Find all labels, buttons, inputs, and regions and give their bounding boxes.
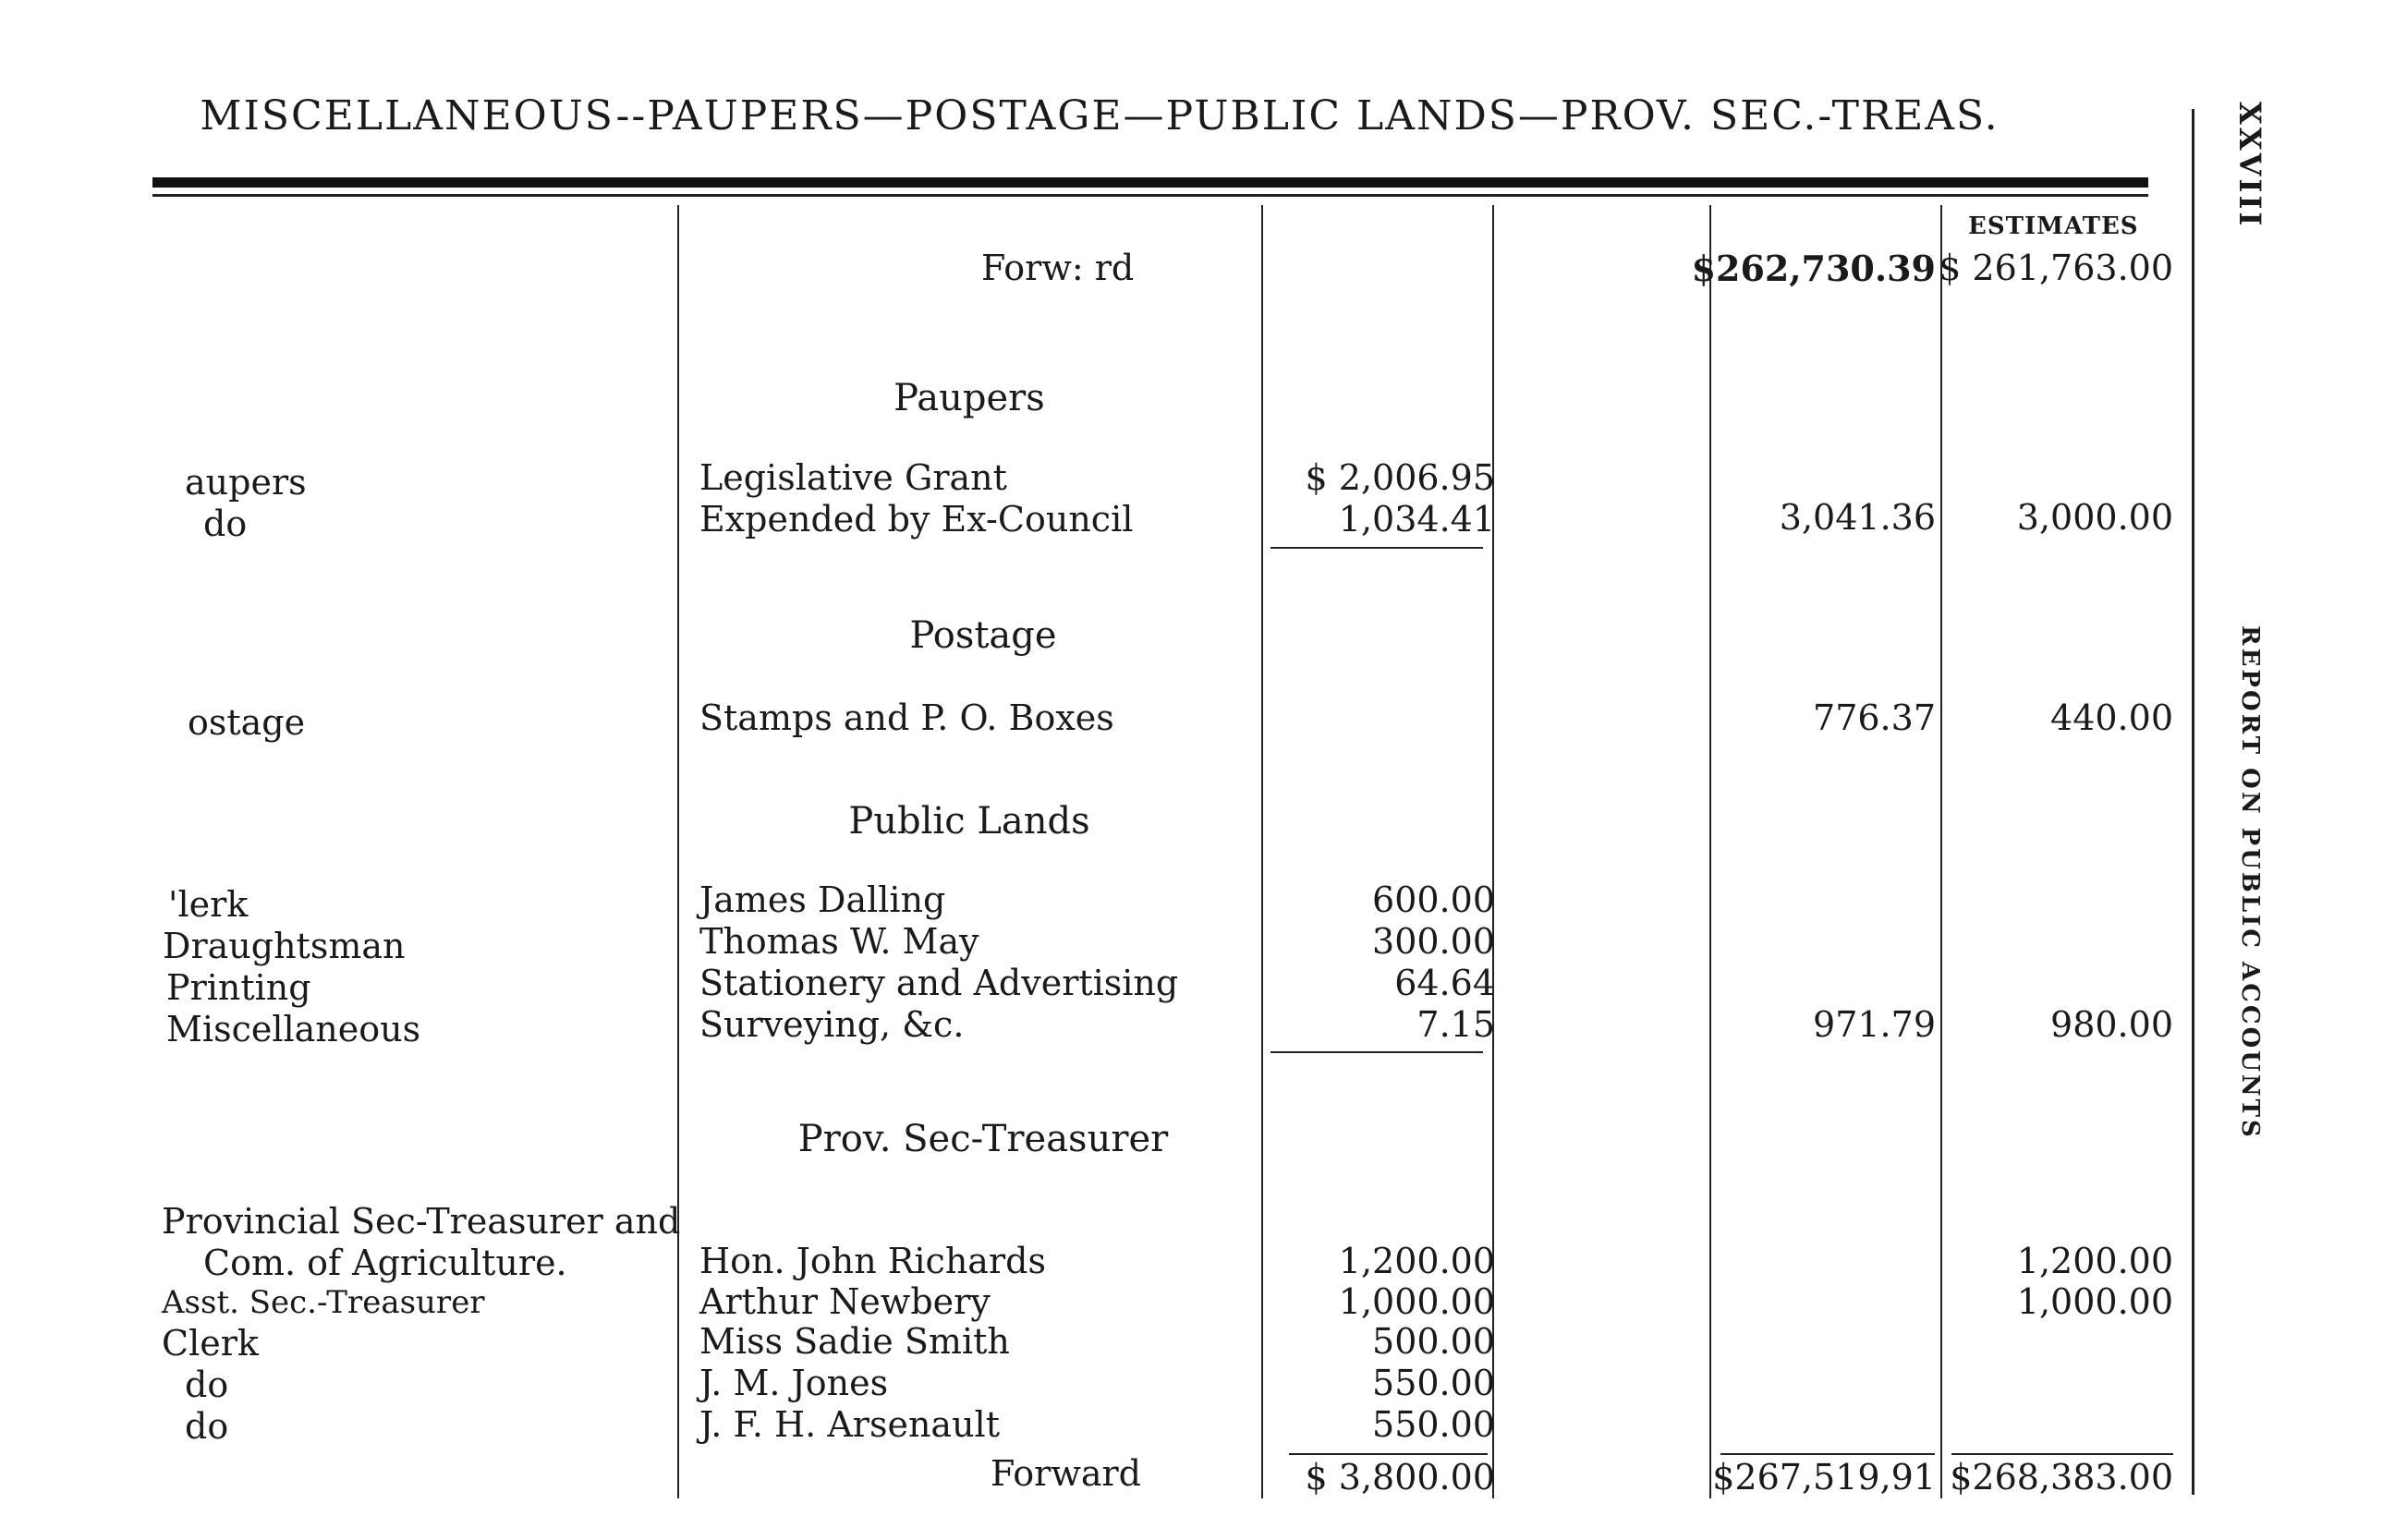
row-description: James Dalling (699, 879, 946, 920)
section-heading-prov-sec: Prov. Sec-Treasurer (797, 1118, 1169, 1160)
row-amount: 500.00 (1372, 1321, 1495, 1362)
row-description: Thomas W. May (699, 921, 979, 962)
column-rule-5 (1940, 205, 1942, 1498)
section-heading-postage: Postage (909, 614, 1057, 657)
row-amount: 1,000.00 (1338, 1281, 1495, 1322)
row-amount: 7.15 (1416, 1004, 1495, 1045)
section-estimate-paupers: 3,000.00 (2016, 497, 2173, 538)
row-label: Asst. Sec.-Treasurer (162, 1284, 485, 1321)
running-title: REPORT ON PUBLIC ACCOUNTS (2236, 625, 2264, 1141)
row-description: Stamps and P. O. Boxes (699, 697, 1114, 738)
row-amount: 300.00 (1372, 921, 1495, 962)
forward-top-label: Forw: rd (981, 248, 1135, 288)
forward-bottom-label: Forward (991, 1453, 1142, 1494)
row-amount: 1,200.00 (1338, 1241, 1495, 1281)
header-rule-thick (152, 177, 2148, 188)
forward-top-total: $262,730.39 (1691, 248, 1936, 289)
row-amount: 550.00 (1372, 1404, 1495, 1445)
row-description: J. F. H. Arsenault (699, 1404, 1000, 1445)
row-label: Provincial Sec-Treasurer and (162, 1201, 681, 1242)
row-description: Arthur Newbery (699, 1281, 991, 1322)
section-estimate-public-lands: 980.00 (2050, 1004, 2173, 1045)
row-amount: 1,034.41 (1338, 499, 1495, 540)
section-total-paupers: 3,041.36 (1779, 497, 1936, 538)
section-estimate-postage: 440.00 (2050, 697, 2173, 738)
row-estimate: 1,000.00 (2016, 1281, 2173, 1322)
row-estimate: 1,200.00 (2016, 1241, 2173, 1281)
page-title: MISCELLANEOUS--PAUPERS—POSTAGE—PUBLIC LANDS—PROV. SEC.-TREAS. (200, 92, 2000, 139)
row-label: do (185, 1406, 229, 1447)
section-heading-public-lands: Public Lands (848, 800, 1090, 843)
estimates-header: ESTIMATES (1968, 212, 2139, 240)
row-label: ostage (188, 702, 306, 743)
row-label: 'lerk (168, 884, 249, 925)
total-rule (1720, 1453, 1935, 1455)
forward-bottom-estimate: $268,383.00 (1950, 1457, 2173, 1498)
column-rule-4 (1709, 205, 1711, 1498)
row-amount: 64.64 (1394, 963, 1495, 1003)
row-description: Legislative Grant (699, 457, 1007, 498)
forward-bottom-amount: $ 3,800.00 (1305, 1457, 1495, 1498)
row-description: Surveying, &c. (699, 1004, 965, 1045)
column-rule-2 (1261, 205, 1263, 1498)
header-rule-thin (152, 194, 2148, 197)
row-label: Clerk (162, 1323, 259, 1364)
row-description: J. M. Jones (699, 1363, 889, 1403)
forward-top-estimate: $ 261,763.00 (1939, 248, 2173, 288)
section-total-postage: 776.37 (1813, 697, 1936, 738)
row-label: Printing (166, 967, 311, 1008)
row-label: aupers (185, 462, 307, 503)
row-description: Expended by Ex-Council (699, 499, 1134, 540)
section-total-public-lands: 971.79 (1813, 1004, 1936, 1045)
running-head (2185, 102, 2315, 1487)
row-description: Miss Sadie Smith (699, 1321, 1010, 1362)
row-label: do (203, 503, 248, 544)
page-number: XXVIII (2232, 102, 2267, 229)
row-label: Miscellaneous (166, 1009, 421, 1049)
row-label: do (185, 1364, 229, 1405)
row-description: Hon. John Richards (699, 1241, 1046, 1281)
forward-bottom-total: $267,519,91 (1712, 1457, 1936, 1498)
row-amount: 550.00 (1372, 1363, 1495, 1403)
row-amount: $ 2,006.95 (1305, 457, 1495, 498)
row-label: Draughtsman (163, 926, 406, 966)
section-heading-paupers: Paupers (894, 377, 1045, 419)
total-rule (1289, 1453, 1488, 1455)
row-label: Com. of Agriculture. (203, 1243, 567, 1283)
row-amount: 600.00 (1372, 879, 1495, 920)
row-description: Stationery and Advertising (699, 963, 1179, 1003)
subtotal-rule (1270, 547, 1483, 549)
subtotal-rule (1270, 1051, 1483, 1053)
total-rule (1951, 1453, 2173, 1455)
